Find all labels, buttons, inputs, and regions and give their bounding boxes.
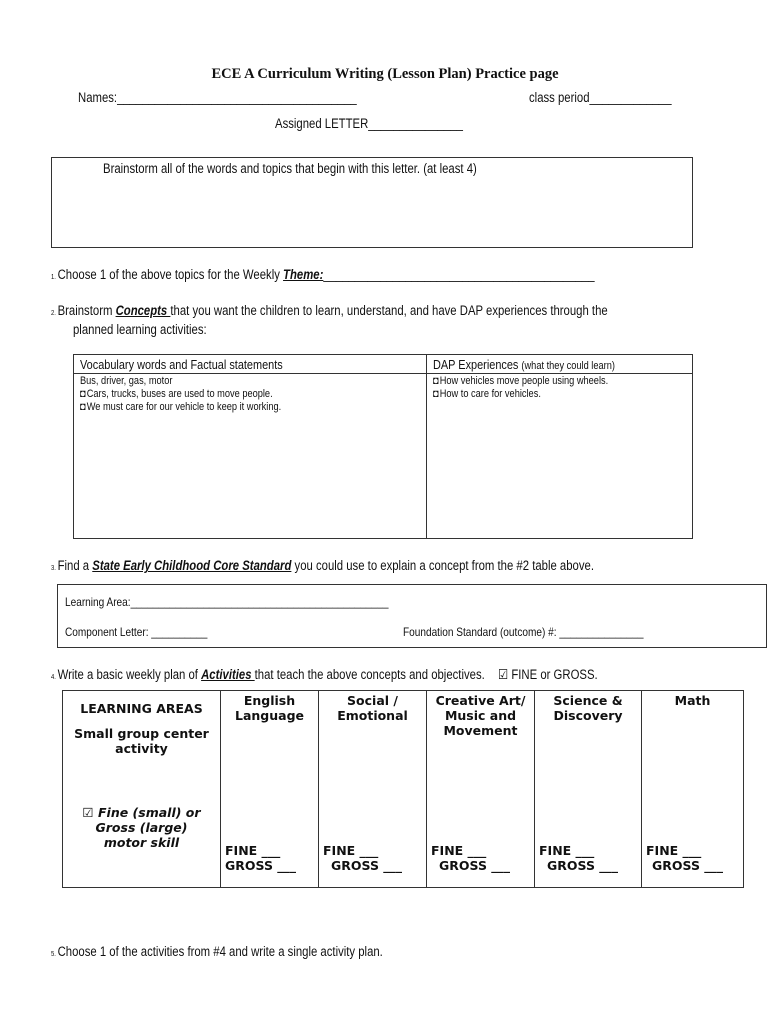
learning-areas-cell	[63, 691, 221, 888]
question-2-line2: planned learning activities:	[73, 322, 207, 337]
class-period-field[interactable]: class period_____________	[529, 90, 672, 105]
question-3-text: Find a	[57, 558, 93, 573]
fine-gross-fields[interactable]	[323, 843, 402, 873]
activities-term: Activities	[201, 667, 255, 682]
learning-areas-heading: LEARNING AREAS	[80, 701, 203, 716]
question-number: 3.	[51, 565, 56, 572]
dap-header-label: DAP Experiences	[433, 357, 519, 372]
standard-term: State Early Childhood Core Standard	[92, 558, 292, 573]
question-2	[51, 303, 608, 318]
gross-field[interactable]: GROSS ___	[547, 858, 619, 873]
checkbox-checked-icon: ☑	[498, 667, 509, 682]
activity-cell-math[interactable]	[642, 691, 744, 888]
gross-field[interactable]: GROSS ___	[225, 858, 297, 873]
standard-box	[57, 584, 767, 648]
question-3-text-rest: you could use to explain a concept from the #2 table above.	[291, 558, 594, 573]
learning-area-field[interactable]: Learning Area:______________________________________________	[65, 595, 389, 609]
column-heading: Social / Emotional	[337, 693, 408, 723]
question-5	[51, 944, 383, 959]
bullet-text: How vehicles move people using wheels.	[439, 375, 609, 387]
fine-gross-fields[interactable]	[431, 843, 510, 873]
foundation-standard-field[interactable]: Foundation Standard (outcome) #: _______________	[403, 625, 644, 639]
concepts-table	[73, 354, 693, 539]
checkbox-checked-icon: ☑	[82, 805, 94, 820]
fine-field[interactable]: FINE ___	[431, 843, 487, 858]
gross-field[interactable]: GROSS ___	[439, 858, 511, 873]
theme-blank[interactable]: ___________________________________________	[323, 267, 595, 282]
vocabulary-line[interactable]: Bus, driver, gas, motor	[80, 375, 173, 387]
question-3	[51, 558, 594, 573]
bullet-icon: ◘	[433, 388, 439, 400]
question-2-text: Brainstorm	[57, 303, 116, 318]
question-1-text: Choose 1 of the above topics for the Weekly	[57, 267, 284, 282]
dap-bullet[interactable]	[433, 375, 608, 387]
brainstorm-instructions: Brainstorm all of the words and topics that begin with this letter. (at least 4)	[103, 161, 477, 176]
vocabulary-bullet[interactable]	[80, 401, 281, 413]
column-heading: Math	[674, 693, 711, 708]
question-4-text: Write a basic weekly plan of	[57, 667, 202, 682]
fine-gross-fields[interactable]	[539, 843, 618, 873]
fine-field[interactable]: FINE ___	[323, 843, 379, 858]
activity-cell-english[interactable]	[221, 691, 319, 888]
component-letter-field[interactable]: Component Letter: __________	[65, 625, 208, 639]
bullet-icon: ◘	[433, 375, 439, 387]
gross-field[interactable]: GROSS ___	[652, 858, 724, 873]
page-title: ECE A Curriculum Writing (Lesson Plan) Practice page	[211, 66, 559, 82]
small-group-label: Small group center activity	[74, 726, 209, 756]
dap-header-note: (what they could learn)	[521, 360, 615, 372]
fine-gross-fields[interactable]	[225, 843, 296, 873]
bullet-text: We must care for our vehicle to keep it working.	[86, 401, 282, 413]
column-heading: Creative Art/ Music and Movement	[435, 693, 526, 738]
weekly-plan-table	[62, 690, 744, 888]
activity-cell-creative-art[interactable]	[427, 691, 535, 888]
assigned-letter-field[interactable]: Assigned LETTER_______________	[275, 116, 463, 131]
question-4	[51, 667, 598, 683]
theme-term: Theme:	[283, 267, 324, 282]
brainstorm-box[interactable]	[51, 157, 693, 248]
vocabulary-bullet[interactable]	[80, 388, 273, 400]
question-5-text: Choose 1 of the activities from #4 and write a single activity plan.	[57, 944, 383, 959]
bullet-icon: ◘	[80, 388, 86, 400]
column-heading: Science & Discovery	[553, 693, 623, 723]
question-4-text-rest: that teach the above concepts and objectives.	[254, 667, 485, 682]
bullet-icon: ◘	[80, 401, 86, 413]
dap-bullet[interactable]	[433, 388, 541, 400]
dap-header	[433, 357, 615, 372]
concepts-table-divider	[426, 355, 427, 538]
vocabulary-header: Vocabulary words and Factual statements	[80, 357, 283, 372]
concepts-term: Concepts	[115, 303, 171, 318]
fine-gross-fields[interactable]	[646, 843, 723, 873]
fine-field[interactable]: FINE ___	[539, 843, 595, 858]
bullet-text: Cars, trucks, buses are used to move people.	[86, 388, 273, 400]
fine-or-gross-label: FINE or GROSS.	[511, 667, 598, 682]
fine-field[interactable]: FINE ___	[225, 843, 281, 858]
activity-cell-science[interactable]	[535, 691, 642, 888]
activity-cell-social[interactable]	[319, 691, 427, 888]
question-2-text-rest: that you want the children to learn, understand, and have DAP experiences through the	[170, 303, 608, 318]
question-number: 1.	[51, 274, 56, 281]
bullet-text: How to care for vehicles.	[439, 388, 541, 400]
question-number: 5.	[51, 951, 56, 958]
motor-skill-note-text: Fine (small) or Gross (large) motor skill	[95, 805, 201, 850]
table-row	[63, 691, 744, 888]
question-number: 2.	[51, 310, 56, 317]
question-1	[51, 267, 595, 282]
fine-field[interactable]: FINE ___	[646, 843, 702, 858]
question-number: 4.	[51, 674, 56, 681]
names-field[interactable]: Names:______________________________________	[78, 90, 357, 105]
motor-skill-note	[73, 805, 210, 850]
gross-field[interactable]: GROSS ___	[331, 858, 403, 873]
column-heading: English Language	[234, 693, 304, 723]
